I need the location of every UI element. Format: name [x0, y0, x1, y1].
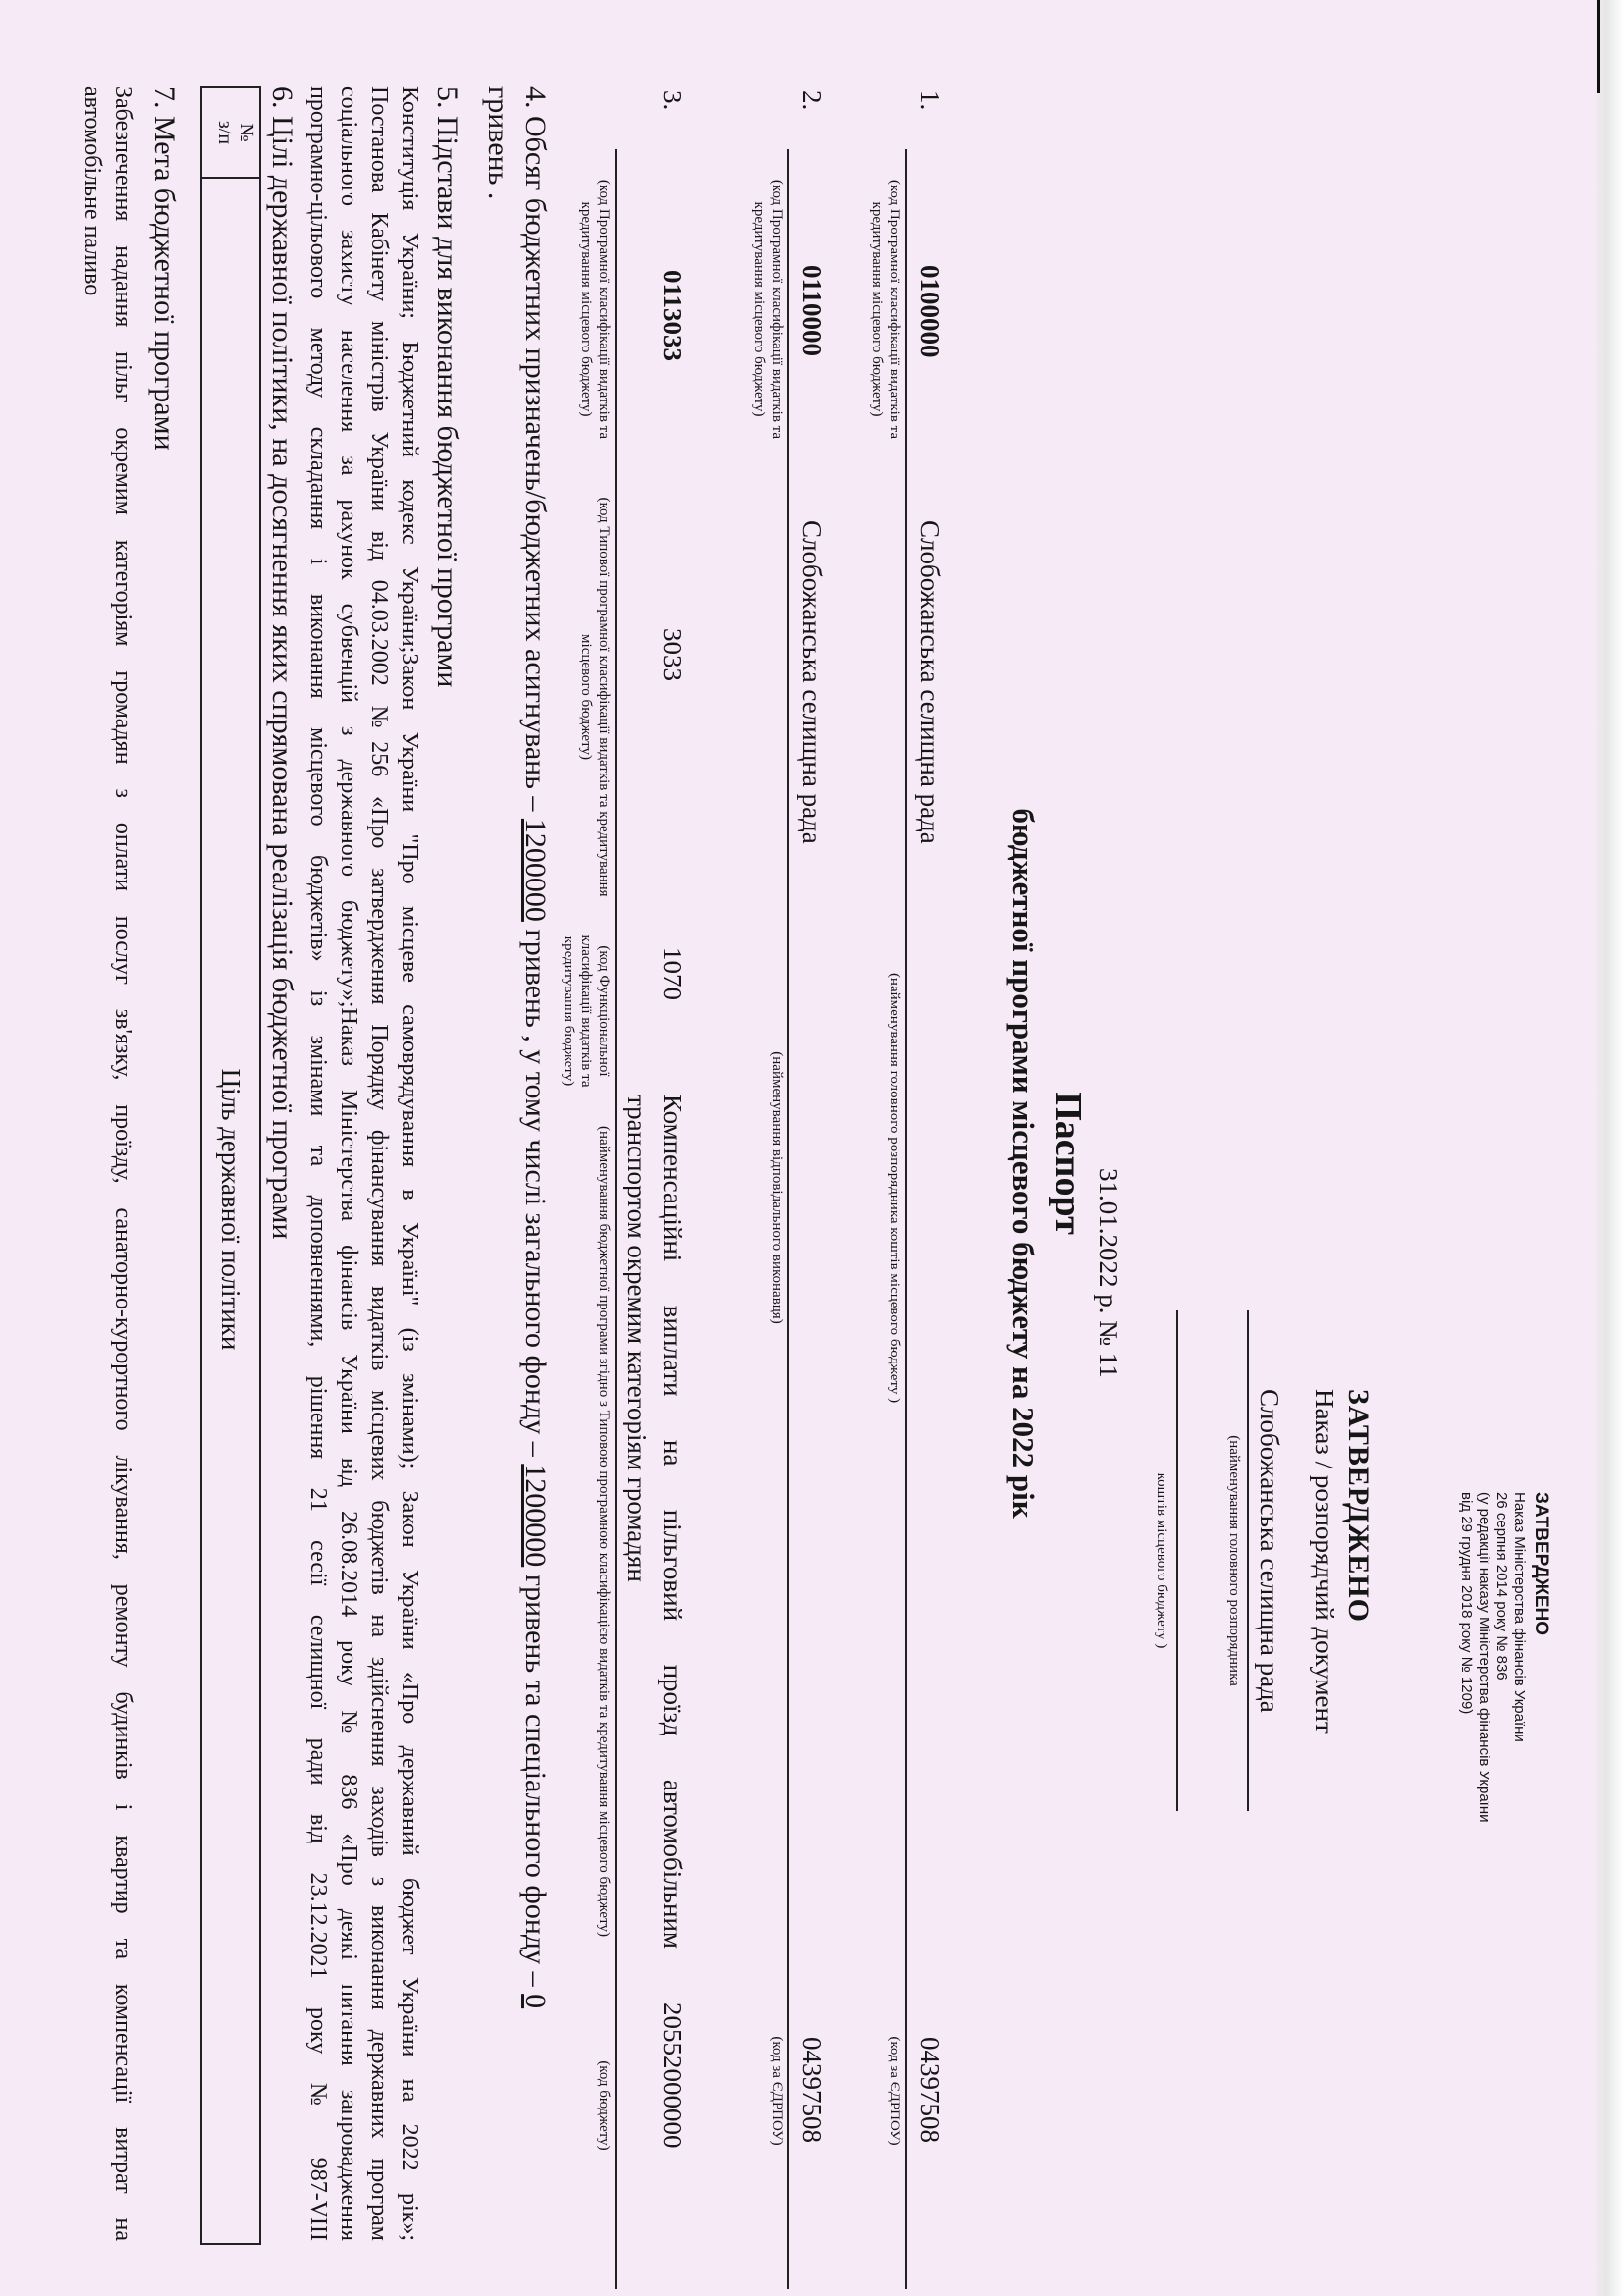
row3-func-code: 1070: [658, 947, 687, 1000]
document-title: Паспорт: [1048, 1092, 1089, 1235]
document-rotated: [20, 39, 1571, 2287]
row2-number: 2.: [797, 90, 827, 111]
approval-order-line: Наказ Міністерства фінансів України: [1511, 1492, 1528, 1742]
section5-body: Конституція України; Бюджетний кодекс України;Закон України "Про місцеве самоврядування в Україні" (із змінами); Закон України «Про державний бюджет України на 2022 рік»; Постанова Кабінету міністрів України від 04.03.2002 №256 «Про затвердження Порядку фінансування видатків місцевих бюджетів на здійснення заходів з виконання державних програм соціального захисту населення за рахунок субвенцій з державного бюджету»;Наказ Міністерства фінансів України від 26.08.2014 року № 836 «Про деякі питання запровадження програмно-цільового методу складання і виконання місцевого бюджетів» із змінами та доповненнями, рішення 21 сесії селищної ради від 23.12.2021 року № 987-VIII: [305, 86, 422, 2241]
section7-heading: 7. Мета бюджетної програми: [148, 86, 181, 451]
row3-name: Компенсаційні виплати на пільговий проїзд автомобільним: [658, 1095, 687, 1949]
row3-name-cont: транспортом окремим категоріям громадян: [623, 1095, 652, 1582]
approval-manager-name: Слобожанська селищна рада: [1255, 1389, 1284, 1713]
row1-code: 0100000: [915, 265, 945, 358]
row3-budget-code: 20552000000: [658, 2002, 687, 2149]
approved-heading: ЗАТВЕРДЖЕНО: [1342, 1389, 1375, 1623]
row1-name-caption: (найменування головного розпорядника коштів місцевого бюджету ): [887, 972, 902, 1404]
row2-code-caption: (код Програмної класифікації видатків та кредитування місцевого бюджету): [751, 179, 785, 440]
section4-text-cont: гривень .: [482, 86, 514, 200]
approval-funds-caption: коштів місцевого бюджету ): [1154, 1472, 1169, 1649]
approval-date-number: 31.01.2022 р. № 11: [1094, 1168, 1123, 1378]
section5-heading: 5. Підстави для виконання бюджетної програми: [431, 86, 463, 688]
approval-order-date: 26 серпня 2014 року № 836: [1493, 1492, 1510, 1681]
section4-text: 4. Обсяг бюджетних призначень/бюджетних асигнувань – 1200000 гривень , у тому числі загального фонду – 1200000 гривень та спеціального фонду – 0: [519, 86, 552, 2009]
row1-edrpou-caption: (код за ЄДРПОУ): [887, 2036, 902, 2146]
section7-body: Забезпечення надання пільг окремим категоріям громадян з оплати послуг зв'язку, проїзду, санаторно-курортного лікування, ремонту будинків і квартир та компенсації витрат на автомобільне паливо: [80, 86, 135, 2241]
approval-manager-caption: (найменування головного розпорядника: [1226, 1435, 1242, 1686]
row3-budget-caption: (код бюджету): [596, 2060, 612, 2151]
policy-table-col-goal: Ціль державної політики: [216, 1068, 245, 1351]
row1-number: 1.: [915, 90, 945, 111]
row1-code-caption: (код Програмної класифікації видатків та кредитування місцевого бюджету): [869, 179, 902, 440]
row3-type-caption: (код Типової програмної класифікації видатків та кредитування місцевого бюджету): [578, 497, 612, 897]
row3-type-code: 3033: [658, 628, 687, 681]
section6-heading: 6. Цілі державної політики, на досягнення яких спрямована реалізація бюджетної програми: [266, 86, 298, 1240]
row3-name-caption: (найменування бюджетної програми згідно з Типовою програмною класифікацією видатків та кредитування місцевого бюджету): [596, 1126, 612, 1937]
page-edge: [1593, 0, 1624, 2296]
row3-func-caption: (код Функціональної класифікації видатків та кредитування бюджету): [561, 934, 612, 1088]
row3-code-caption: (код Програмної класифікації видатків та кредитування місцевого бюджету): [578, 179, 612, 440]
edge-mark: [1597, 0, 1600, 93]
row2-edrpou-caption: (код за ЄДРПОУ): [769, 2036, 785, 2146]
row1-edrpou: 04397508: [915, 2037, 945, 2143]
document-subtitle: бюджетної програми місцевого бюджету на 2022 рік: [1006, 808, 1041, 1519]
approval-document-type: Наказ / розпорядчий документ: [1310, 1389, 1339, 1734]
approval-order-edition-date: від 29 грудня 2018 року № 1209): [1458, 1492, 1475, 1715]
approval-order-edition: (у редакції наказу Міністерства фінансів України: [1476, 1492, 1492, 1823]
row2-code: 0110000: [797, 265, 827, 357]
row2-name-caption: (найменування відповідального виконавця): [769, 1051, 785, 1324]
row1-name: Слобожанська селищна рада: [915, 520, 945, 844]
approval-stamp-title: ЗАТВЕРДЖЕНО: [1531, 1492, 1551, 1636]
policy-table-col-number: № з/п: [214, 120, 257, 145]
row2-name: Слобожанська селищна рада: [797, 520, 827, 844]
row3-code: 0113033: [658, 270, 687, 362]
row2-edrpou: 04397508: [797, 2037, 827, 2143]
row3-number: 3.: [658, 90, 687, 111]
